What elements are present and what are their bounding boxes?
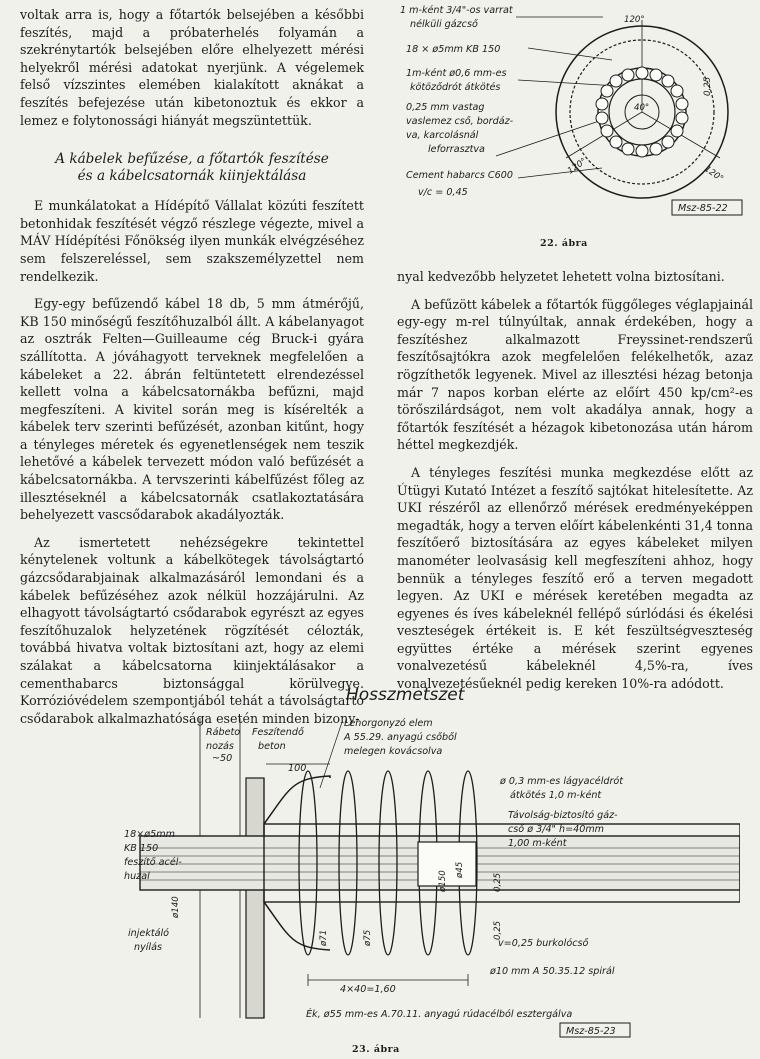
fig23-dimension: 4×40=1,60 xyxy=(340,984,396,995)
fig22-angle: 120° xyxy=(565,156,589,177)
fig23-label: nyílás xyxy=(134,942,162,953)
fig23-label: v=0,25 burkolócső xyxy=(498,938,589,949)
fig23-dimension: ø45 xyxy=(455,861,465,878)
fig23-label: injektáló xyxy=(128,928,170,939)
fig22-angle: 120° xyxy=(702,164,725,185)
fig23-code: Msz-85-23 xyxy=(566,1026,616,1037)
fig22-label: 18 × ø5mm KB 150 xyxy=(406,44,501,55)
paragraph: A tényleges feszítési munka megkezdése előtt az Útügyi Kutató Intézet a feszítő sajtókat hitelesítette. Az UKI részéről az ellenőrző mérések eredményeképpen megadták, hogy a terven előírt kábelenkénti 31,4 tonna feszítőerő biztosítására az egyes kábeleket milyen manométer leolvasásig kell megfeszíteni ahhoz, hogy bennük a tényleges feszítő erő a terven megadott legyen. Az UKI e mérések keretében megadta az egyenes és íves kábeleknél fellépő súrlódási és ékelési veszteségek értékeit is. E két feszültségveszteség együttes értéke a mérések szerint egyenes vonalvezetésű kábeleknél 4,5%-ra, íves vonalvezetésűeknél pedig kereken 10%-ra adódott. xyxy=(397,464,753,692)
fig22-label: nélküli gázcső xyxy=(410,19,478,30)
fig23-dimension: ø140 xyxy=(171,896,181,918)
paragraph: A befűzött kábelek a főtartók függőleges véglapjainál egy-egy m-rel túlnyúltak, annak érdekében, hogy a feszítéshez alkalmazott Freyssinet-rendszerű feszítősajtókra azok megfelelően felékelhetők, azaz rögzíthetők legyenek. Mivel az illesztési hézag betonja már 7 napos korban elérte az előírt 450 kp/cm²-es törőszilárdságot, nem volt akadálya annak, hogy a főtartók feszítését a hézagok kibetonozása után három héttel megkezdjék. xyxy=(397,296,753,453)
fig23-dimension: 0,25 xyxy=(493,872,503,892)
section-title-line: és a kábelcsatornák kiinjektálása xyxy=(77,168,307,185)
left-column xyxy=(20,6,364,737)
paragraph: Egy-egy befűzendő kábel 18 db, 5 mm átmérőjű, KB 150 minőségű feszítőhuzalból állt. A kábelanyagot az osztrák Felten—Guilleaume cég Bruck-i gyára szállította. A jóváhagyott terveknek megfelelően a kábeleket a 22. ábrán feltüntetett elrendezéssel kellett volna a kábelcsatornákba befűzni, majd megfeszíteni. A kivitel során meg is kísérelték a kábelek terv szerinti befűzését, azonban kitűnt, hogy a tényleges méretek és egyenetlenségek nem teszik lehetővé a kábelek tervezett módon való befűzését a kábelcsatornákba. A tervszerinti kábelfűzést főleg az illesztéseknél a kábelcsatornák csatlakoztatására behelyezett vascsődarabok akadályozták. xyxy=(20,296,364,523)
figure-22-cable-cross-section xyxy=(398,0,754,240)
figure-23-caption: 23. ábra xyxy=(352,1044,400,1055)
fig23-label: 1,00 m-ként xyxy=(508,838,567,849)
fig23-dimension: ø71 xyxy=(319,929,329,946)
fig23-label: átkötés 1,0 m-ként xyxy=(510,790,602,801)
fig23-label: ø 0,3 mm-es lágyacéldrót xyxy=(500,776,624,787)
fig22-label: 0,25 mm vastag xyxy=(406,102,485,113)
fig23-label: feszítő acél- xyxy=(124,857,182,868)
fig23-label: KB 150 xyxy=(124,843,159,854)
fig23-label: nozás xyxy=(206,741,234,752)
fig23-label: ø10 mm A 50.35.12 spirál xyxy=(490,966,615,977)
fig23-label: cső ø 3/4" h=40mm xyxy=(508,824,605,835)
fig22-label: 1m-ként ø0,6 mm-es xyxy=(406,68,507,79)
paragraph: voltak arra is, hogy a főtartók belsejében a későbbi feszítés, majd a próbaterhelés folyamán a szekrénytartók belsejében előre elhelyezett mérési helyekről mérési adatokat nyerjünk. A végelemek felső vízszintes elemében kialakított aknákat a feszítés befejezése után kibetonoztuk és ekkor a lemez e folytonossági hiányát megszüntettük. xyxy=(20,7,364,128)
fig23-label: Rábeto xyxy=(206,727,241,738)
figure-22-caption: 22. ábra xyxy=(540,238,588,249)
section-title-line: A kábelek befűzése, a főtartók feszítése xyxy=(55,151,329,168)
figure-23-longitudinal-section xyxy=(30,678,740,1043)
fig22-angle: 40° xyxy=(634,103,650,113)
fig22-label: vaslemez cső, bordáz- xyxy=(406,116,514,127)
fig23-dimension: 0,25 xyxy=(493,920,503,940)
fig22-angle: 120° xyxy=(624,15,645,25)
section-title xyxy=(20,151,364,185)
fig23-label: Távolság-biztosító gáz- xyxy=(508,810,618,821)
fig22-label: Cement habarcs C600 xyxy=(406,170,513,181)
fig23-label: 18×ø5mm xyxy=(124,829,175,840)
fig23-label: 100 xyxy=(288,763,307,774)
paragraph: Az ismertetett nehézségekre tekintettel kénytelenek voltunk a kábelkötegek távolságtartó gázcsődarabjainak alkalmazásáról lemondani és a kábelek befűzéséhez azok nélkül hozzájárulni. Az elhagyott távolságtartó csődarabok egyrészt az egyes feszítőhuzalok helyzetének rögzítését célozták, továbbá hivatva voltak biztosítani azt, hogy az elemi szálakat a kábelcsatorna kiinjektálásakor a cementhabarcs biztonsággal körülvegye. Korrózióvédelem szempontjából tehát a távolságtartó csődarabok alkalmazhatósága esetén minden bizony- xyxy=(20,534,364,726)
fig22-label: leforrasztva xyxy=(428,144,485,155)
fig22-dimension: 0,25 xyxy=(703,76,713,96)
fig23-label: Ék, ø55 mm-es A.70.11. anyagú rúdacélból esztergálva xyxy=(306,1009,573,1020)
fig23-title: Hosszmetszet xyxy=(346,685,465,705)
paragraph: nyal kedvezőbb helyzetet lehetett volna biztosítani. xyxy=(397,269,725,284)
right-column xyxy=(397,268,753,703)
fig23-label: ~50 xyxy=(212,753,233,764)
fig23-label: A 55.29. anyagú csőből xyxy=(344,732,457,743)
fig23-label: Lehorgonyzó elem xyxy=(344,718,433,729)
fig22-label: va, karcolásnál xyxy=(406,130,479,141)
fig23-label: melegen kovácsolva xyxy=(344,746,443,757)
fig22-label: kötöződrót átkötés xyxy=(410,82,501,93)
fig23-label: huzal xyxy=(124,871,150,882)
fig22-label: v/c = 0,45 xyxy=(418,187,468,198)
fig23-dimension: ø150 xyxy=(438,870,448,892)
fig23-dimension: ø75 xyxy=(363,929,373,946)
paragraph: E munkálatokat a Hídépítő Vállalat közúti feszített betonhidak feszítését végző részlege végezte, mivel a MÁV Hídépítési Főnökség ilyen munkák elvégzéséhez sem felszereléssel, sem szakszemélyzettel nem rendelkezik. xyxy=(20,198,364,284)
fig23-label: Feszítendő xyxy=(252,727,304,738)
fig23-label: beton xyxy=(258,741,286,752)
fig22-label: 1 m-ként 3/4"-os varrat xyxy=(400,5,513,16)
fig22-code: Msz-85-22 xyxy=(678,203,728,214)
